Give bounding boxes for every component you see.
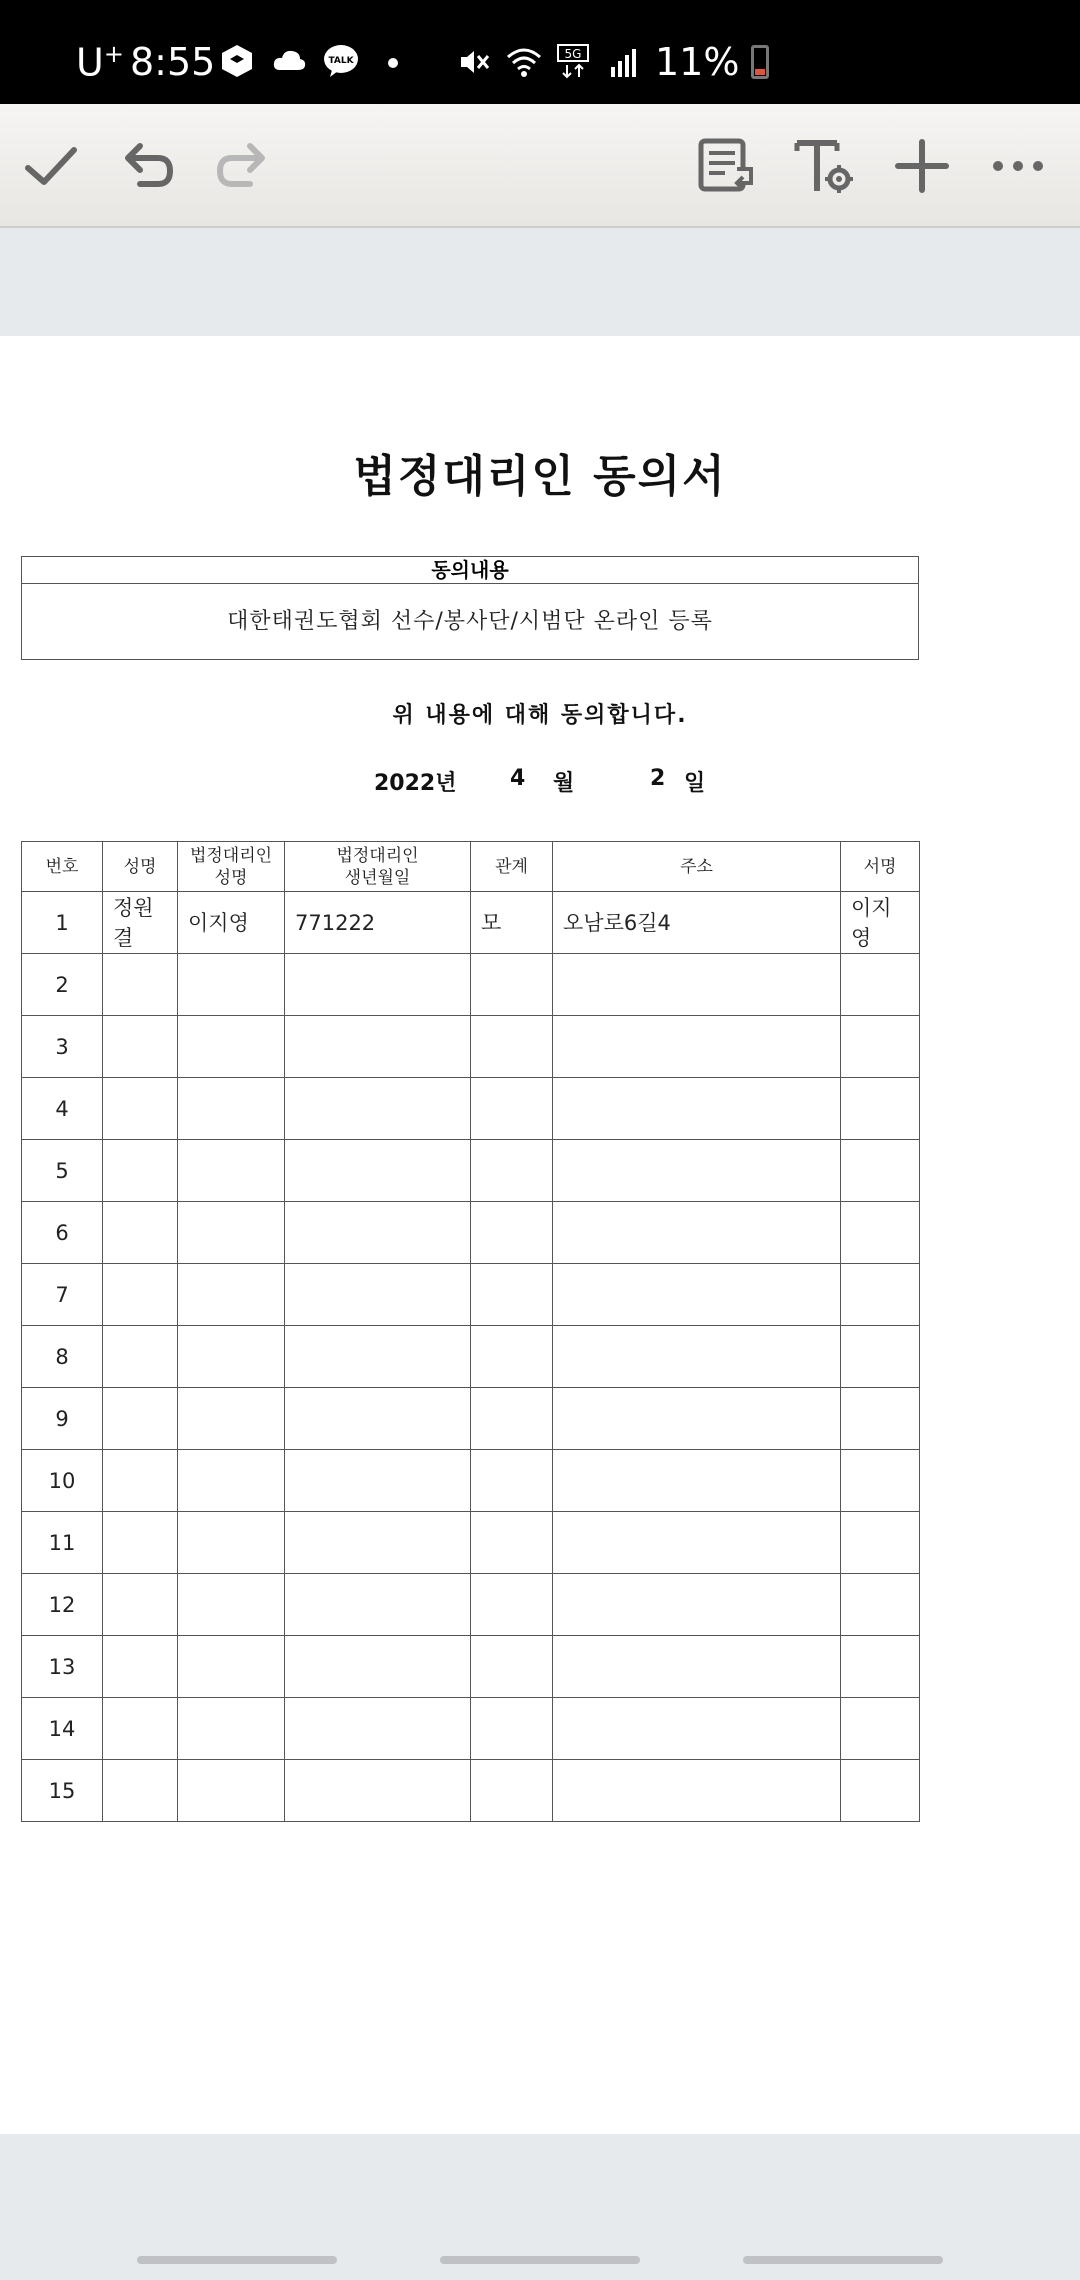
cell-number[interactable]: 5 xyxy=(22,1140,103,1202)
table-row xyxy=(22,1078,920,1140)
network-5g-icon xyxy=(555,43,593,81)
cell-relation[interactable] xyxy=(471,954,553,1016)
nav-handle-left xyxy=(137,2256,337,2264)
cell-name[interactable] xyxy=(103,1264,178,1326)
cell-address[interactable] xyxy=(553,1202,841,1264)
cell-number[interactable]: 1 xyxy=(22,892,103,954)
cell-name[interactable]: 정원 결 xyxy=(103,892,178,954)
cell-signature[interactable] xyxy=(841,954,920,1016)
date-day-value: 2 xyxy=(650,766,666,791)
cell-address[interactable] xyxy=(553,1078,841,1140)
cell-guardian-birthdate[interactable] xyxy=(285,1016,471,1078)
editor-toolbar xyxy=(0,104,1080,228)
cell-address[interactable]: 오남로6길4 xyxy=(553,892,841,954)
document-page[interactable] xyxy=(0,336,1080,2134)
table-row xyxy=(22,1202,920,1264)
cell-guardian-name[interactable] xyxy=(178,1202,285,1264)
table-row xyxy=(22,1512,920,1574)
cell-signature[interactable] xyxy=(841,1698,920,1760)
check-icon[interactable] xyxy=(12,128,88,204)
cell-relation[interactable] xyxy=(471,1512,553,1574)
cell-guardian-name[interactable]: 이지영 xyxy=(178,892,285,954)
clock: 8:55 xyxy=(130,40,216,84)
cell-number[interactable]: 3 xyxy=(22,1016,103,1078)
cell-guardian-birthdate[interactable] xyxy=(285,1326,471,1388)
cell-guardian-name[interactable] xyxy=(178,1326,285,1388)
battery-icon xyxy=(751,45,769,79)
table-row xyxy=(22,892,920,954)
cell-address[interactable] xyxy=(553,1760,841,1822)
cell-number[interactable]: 4 xyxy=(22,1078,103,1140)
page-gap-top xyxy=(0,230,1080,336)
redo-icon[interactable] xyxy=(204,128,280,204)
cell-address[interactable] xyxy=(553,1326,841,1388)
status-bar xyxy=(0,0,1080,104)
cell-number[interactable]: 2 xyxy=(22,954,103,1016)
cell-address[interactable] xyxy=(553,954,841,1016)
agreement-statement: 위 내용에 대해 동의합니다. xyxy=(392,703,688,728)
cell-name[interactable] xyxy=(103,1016,178,1078)
cell-guardian-name[interactable] xyxy=(178,1388,285,1450)
cell-address[interactable] xyxy=(553,1512,841,1574)
cell-guardian-name[interactable] xyxy=(178,1512,285,1574)
table-row xyxy=(22,1450,920,1512)
cell-address[interactable] xyxy=(553,1450,841,1512)
cell-guardian-birthdate[interactable] xyxy=(285,1636,471,1698)
cell-guardian-name[interactable] xyxy=(178,1264,285,1326)
cell-name[interactable] xyxy=(103,1450,178,1512)
reflow-view-icon[interactable] xyxy=(688,128,764,204)
header-address: 주소 xyxy=(553,842,841,892)
table-row xyxy=(22,1016,920,1078)
cell-signature[interactable] xyxy=(841,1388,920,1450)
cell-number[interactable]: 14 xyxy=(22,1698,103,1760)
cell-name[interactable] xyxy=(103,1326,178,1388)
svg-text:5G: 5G xyxy=(564,47,582,61)
svg-text:TALK: TALK xyxy=(328,56,354,66)
cell-guardian-birthdate[interactable] xyxy=(285,1264,471,1326)
cell-address[interactable] xyxy=(553,1574,841,1636)
cell-number[interactable]: 9 xyxy=(22,1388,103,1450)
table-row xyxy=(22,1574,920,1636)
table-row xyxy=(22,1264,920,1326)
cell-name[interactable] xyxy=(103,1388,178,1450)
cell-relation[interactable] xyxy=(471,1698,553,1760)
signal-icon xyxy=(605,43,643,81)
cell-number[interactable]: 6 xyxy=(22,1202,103,1264)
document-title: 법정대리인 동의서 xyxy=(353,451,727,502)
cell-guardian-name[interactable] xyxy=(178,1016,285,1078)
cell-address[interactable] xyxy=(553,1264,841,1326)
cell-relation[interactable] xyxy=(471,1388,553,1450)
cell-number[interactable]: 15 xyxy=(22,1760,103,1822)
cell-guardian-name[interactable] xyxy=(178,1636,285,1698)
header-guardian-birthdate: 법정대리인 생년월일 xyxy=(285,842,471,892)
cell-name[interactable] xyxy=(103,1636,178,1698)
cell-number[interactable]: 7 xyxy=(22,1264,103,1326)
cell-signature[interactable] xyxy=(841,1512,920,1574)
cell-relation[interactable] xyxy=(471,1326,553,1388)
cell-signature[interactable] xyxy=(841,1760,920,1822)
date-year: 2022년 xyxy=(374,771,457,796)
cell-relation[interactable] xyxy=(471,1450,553,1512)
header-signature: 서명 xyxy=(841,842,920,892)
roster-table xyxy=(21,841,920,1822)
notification-icons xyxy=(218,42,412,80)
insert-icon[interactable] xyxy=(884,128,960,204)
date-month-label: 월 xyxy=(553,771,575,796)
cell-guardian-birthdate[interactable] xyxy=(285,954,471,1016)
cell-relation[interactable]: 모 xyxy=(471,892,553,954)
cell-relation[interactable] xyxy=(471,1574,553,1636)
date-day-label: 일 xyxy=(684,771,706,796)
consent-body: 대한태권도협회 선수/봉사단/시범단 온라인 등록 xyxy=(227,609,713,634)
cell-signature[interactable] xyxy=(841,1016,920,1078)
cell-guardian-name[interactable] xyxy=(178,1450,285,1512)
cell-guardian-name[interactable] xyxy=(178,1760,285,1822)
cloud-icon xyxy=(270,42,308,80)
cell-guardian-name[interactable] xyxy=(178,1078,285,1140)
nav-handle-right xyxy=(743,2256,943,2264)
table-row xyxy=(22,1760,920,1822)
cell-signature[interactable] xyxy=(841,1636,920,1698)
kakaotalk-icon xyxy=(322,42,360,80)
cell-guardian-birthdate[interactable] xyxy=(285,1760,471,1822)
cell-name[interactable] xyxy=(103,954,178,1016)
cell-guardian-name[interactable] xyxy=(178,1574,285,1636)
cell-address[interactable] xyxy=(553,1388,841,1450)
cell-name[interactable] xyxy=(103,1202,178,1264)
cell-number[interactable]: 11 xyxy=(22,1512,103,1574)
cell-guardian-name[interactable] xyxy=(178,1698,285,1760)
dot-icon xyxy=(374,42,412,80)
more-icon[interactable] xyxy=(980,128,1056,204)
cell-relation[interactable] xyxy=(471,1140,553,1202)
cell-guardian-birthdate[interactable] xyxy=(285,1450,471,1512)
cell-guardian-birthdate[interactable] xyxy=(285,1698,471,1760)
cell-name[interactable] xyxy=(103,1140,178,1202)
cell-name[interactable] xyxy=(103,1512,178,1574)
cube-icon xyxy=(218,42,256,80)
date-month-value: 4 xyxy=(510,766,526,791)
cell-signature[interactable] xyxy=(841,1450,920,1512)
cell-signature[interactable] xyxy=(841,1202,920,1264)
battery-percent: 11% xyxy=(655,40,740,84)
cell-guardian-birthdate[interactable] xyxy=(285,1512,471,1574)
undo-icon[interactable] xyxy=(110,128,186,204)
cell-signature[interactable] xyxy=(841,1264,920,1326)
table-row xyxy=(22,954,920,1016)
table-row xyxy=(22,1636,920,1698)
cell-name[interactable] xyxy=(103,1078,178,1140)
table-row xyxy=(22,1326,920,1388)
table-row xyxy=(22,1698,920,1760)
cell-name[interactable] xyxy=(103,1574,178,1636)
table-header-row xyxy=(22,842,920,892)
text-format-icon[interactable] xyxy=(786,128,862,204)
cell-address[interactable] xyxy=(553,1016,841,1078)
cell-relation[interactable] xyxy=(471,1264,553,1326)
cell-relation[interactable] xyxy=(471,1202,553,1264)
header-relation: 관계 xyxy=(471,842,553,892)
cell-number[interactable]: 8 xyxy=(22,1326,103,1388)
cell-guardian-birthdate[interactable] xyxy=(285,1078,471,1140)
consent-box xyxy=(21,556,919,660)
header-name: 성명 xyxy=(103,842,178,892)
wifi-icon xyxy=(505,43,543,81)
nav-handle-center xyxy=(440,2256,640,2264)
cell-address[interactable] xyxy=(553,1698,841,1760)
cell-number[interactable]: 12 xyxy=(22,1574,103,1636)
header-guardian-name: 법정대리인 성명 xyxy=(178,842,285,892)
cell-name[interactable] xyxy=(103,1760,178,1822)
cell-number[interactable]: 10 xyxy=(22,1450,103,1512)
cell-signature[interactable] xyxy=(841,1574,920,1636)
cell-relation[interactable] xyxy=(471,1760,553,1822)
cell-relation[interactable] xyxy=(471,1078,553,1140)
system-indicators xyxy=(455,40,769,84)
table-row xyxy=(22,1140,920,1202)
carrier-label: U+ xyxy=(76,40,124,85)
cell-guardian-birthdate[interactable] xyxy=(285,1388,471,1450)
cell-address[interactable] xyxy=(553,1140,841,1202)
header-number: 번호 xyxy=(22,842,103,892)
cell-signature[interactable] xyxy=(841,1078,920,1140)
cell-name[interactable] xyxy=(103,1698,178,1760)
mute-icon xyxy=(455,43,493,81)
cell-guardian-birthdate[interactable] xyxy=(285,1574,471,1636)
cell-relation[interactable] xyxy=(471,1636,553,1698)
cell-signature[interactable] xyxy=(841,1140,920,1202)
cell-guardian-name[interactable] xyxy=(178,954,285,1016)
table-row xyxy=(22,1388,920,1450)
cell-address[interactable] xyxy=(553,1636,841,1698)
cell-signature[interactable]: 이지 영 xyxy=(841,892,920,954)
cell-guardian-birthdate[interactable] xyxy=(285,1140,471,1202)
cell-signature[interactable] xyxy=(841,1326,920,1388)
cell-guardian-birthdate[interactable]: 771222 xyxy=(285,892,471,954)
cell-number[interactable]: 13 xyxy=(22,1636,103,1698)
cell-relation[interactable] xyxy=(471,1016,553,1078)
consent-header: 동의내용 xyxy=(22,557,918,584)
cell-guardian-name[interactable] xyxy=(178,1140,285,1202)
cell-guardian-birthdate[interactable] xyxy=(285,1202,471,1264)
